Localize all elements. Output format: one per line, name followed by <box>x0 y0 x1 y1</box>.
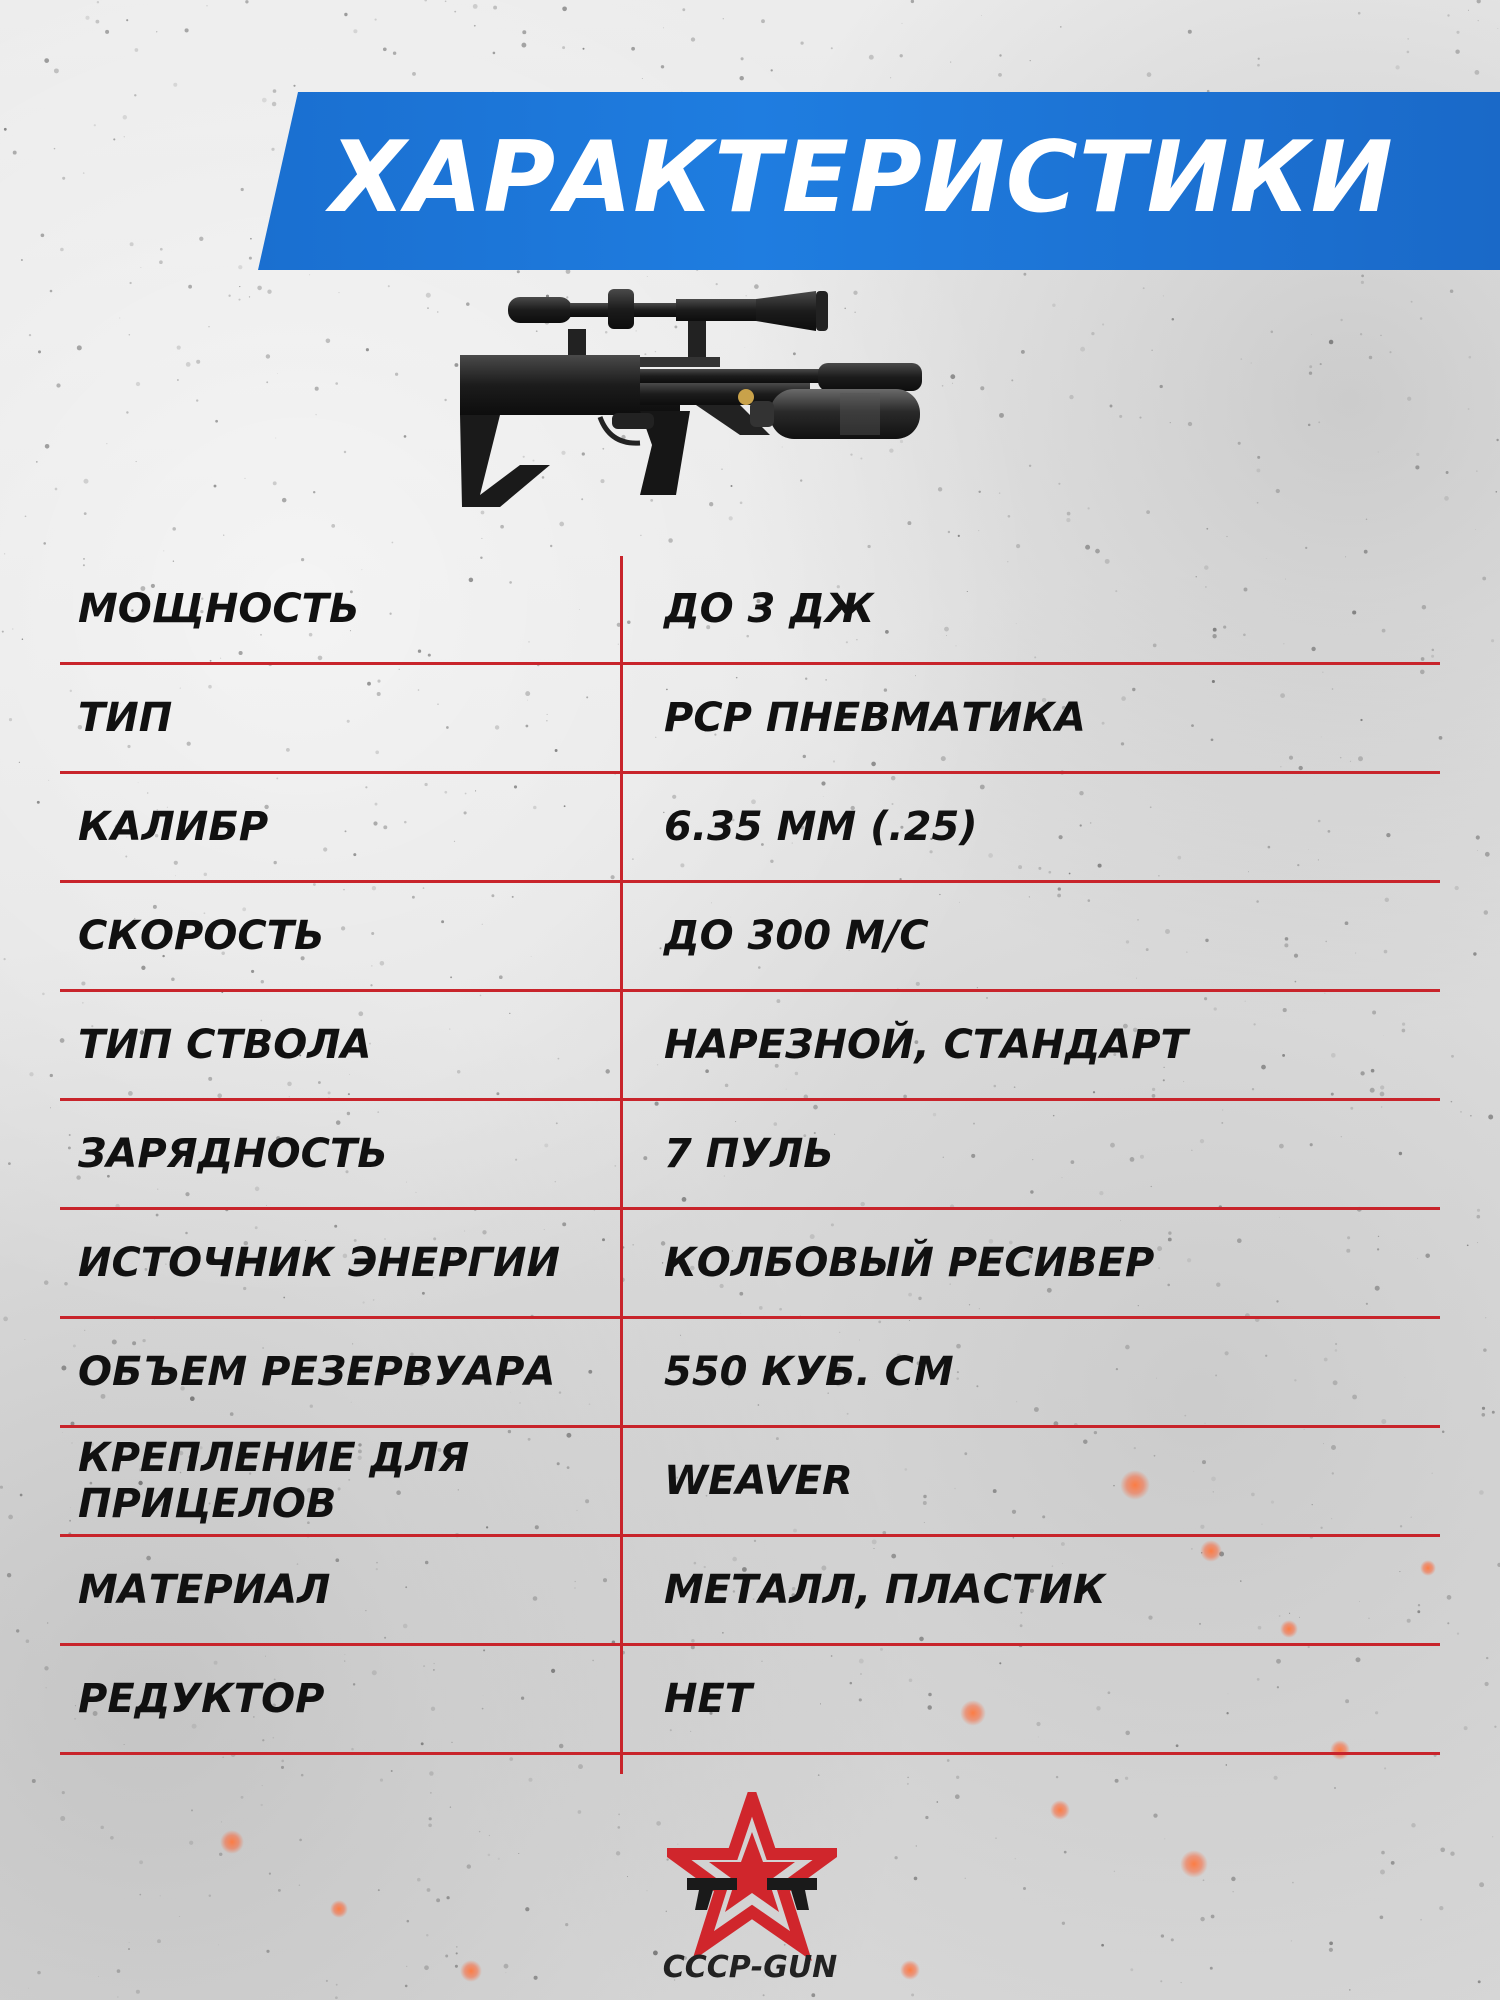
ember-spark <box>220 1830 244 1854</box>
spec-name: ОБЪЕМ РЕЗЕРВУАРА <box>78 1349 556 1395</box>
table-row <box>60 1101 1440 1210</box>
spec-value: МЕТАЛЛ, ПЛАСТИК <box>664 1567 1106 1613</box>
row-divider <box>60 1752 1440 1755</box>
ember-spark <box>900 1960 920 1980</box>
spec-value: НЕТ <box>664 1676 753 1722</box>
table-row <box>60 883 1440 992</box>
table-row <box>60 992 1440 1101</box>
table-row <box>60 556 1440 665</box>
spec-value: ДО 3 ДЖ <box>664 586 874 632</box>
pcp-bullpup-rifle-with-scope-icon <box>440 285 1060 525</box>
spec-name: КАЛИБР <box>78 804 269 850</box>
table-row <box>60 1537 1440 1646</box>
spec-value: ДО 300 М/С <box>664 913 929 959</box>
spec-name: ТИП <box>78 695 173 741</box>
table-row <box>60 1210 1440 1319</box>
spec-value: НАРЕЗНОЙ, СТАНДАРТ <box>664 1022 1188 1068</box>
spec-name: ЗАРЯДНОСТЬ <box>78 1131 388 1177</box>
spec-value: 550 КУБ. СМ <box>664 1349 954 1395</box>
spec-value: 7 ПУЛЬ <box>664 1131 834 1177</box>
spec-name: РЕДУКТОР <box>78 1676 325 1722</box>
spec-name: ТИП СТВОЛА <box>78 1022 372 1068</box>
spec-name: МАТЕРИАЛ <box>78 1567 331 1613</box>
spec-name: МОЩНОСТЬ <box>78 586 360 632</box>
brand-name: СССР-GUN <box>662 1950 838 1985</box>
spec-name: КРЕПЛЕНИЕ ДЛЯ ПРИЦЕЛОВ <box>78 1435 470 1527</box>
page-title: ХАРАКТЕРИСТИКИ <box>330 121 1394 235</box>
spec-value: КОЛБОВЫЙ РЕСИВЕР <box>664 1240 1155 1286</box>
table-row <box>60 1646 1440 1755</box>
spec-name: ИСТОЧНИК ЭНЕРГИИ <box>78 1240 560 1286</box>
table-row <box>60 774 1440 883</box>
ember-spark <box>1180 1850 1208 1878</box>
spec-value: WEAVER <box>664 1458 853 1504</box>
spec-name: СКОРОСТЬ <box>78 913 325 959</box>
spec-value: PCP ПНЕВМАТИКА <box>664 695 1086 741</box>
ember-spark <box>1050 1800 1070 1820</box>
specifications-table <box>60 556 1440 1774</box>
ember-spark <box>330 1900 348 1918</box>
spec-value: 6.35 ММ (.25) <box>664 804 978 850</box>
table-row <box>60 1319 1440 1428</box>
ember-spark <box>460 1960 482 1982</box>
table-row <box>60 1428 1440 1537</box>
table-row <box>60 665 1440 774</box>
